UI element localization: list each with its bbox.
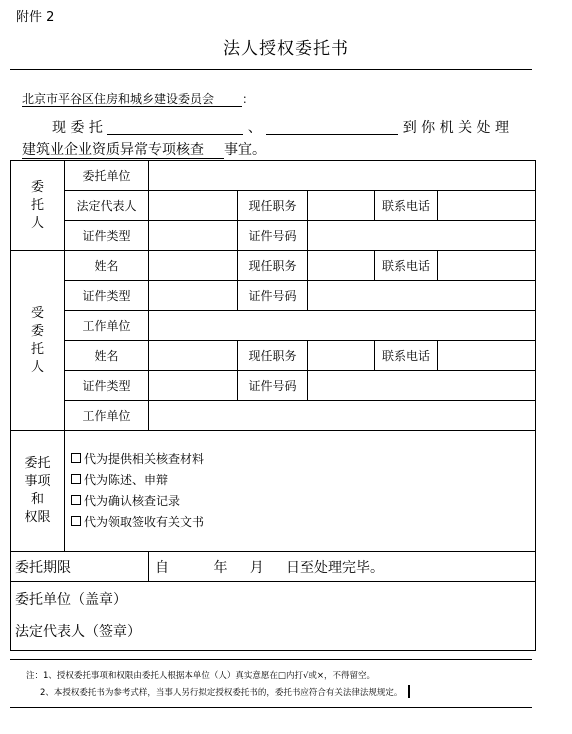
matter-line (22, 139, 266, 159)
agent2-phone-field[interactable] (438, 341, 536, 371)
agent2-id-type-field[interactable] (149, 371, 238, 401)
agent2-workplace-label: 工作单位 (65, 401, 149, 431)
addressee-colon: ： (242, 92, 255, 106)
permission-label: 代为提供相关核查材料 (84, 452, 205, 466)
agent-name-blank-1[interactable] (107, 120, 243, 135)
agent1-id-number-label: 证件号码 (238, 281, 308, 311)
principal-phone-label: 联系电话 (375, 191, 438, 221)
notes-top-divider (10, 659, 532, 660)
agent1-id-number-field[interactable] (308, 281, 536, 311)
commission-prefix: 现 委 托 (52, 120, 103, 136)
agent1-phone-field[interactable] (438, 251, 536, 281)
checkbox-icon[interactable] (71, 516, 81, 526)
rep-sign-label: 法定代表人（签章） (15, 624, 141, 640)
principal-id-type-field[interactable] (149, 221, 238, 251)
agent1-id-type-label: 证件类型 (65, 281, 149, 311)
note-1: 注：1、授权委托事项和权限由委托人根据本单位（人）真实意愿在□内打√或×，不得留空。 (26, 671, 375, 681)
agent1-position-field[interactable] (308, 251, 375, 281)
permissions-list (65, 431, 536, 552)
top-divider (10, 69, 532, 70)
principal-phone-field[interactable] (438, 191, 536, 221)
commission-suffix: 到 你 机 关 处 理 (402, 120, 509, 136)
principal-legal-rep-field[interactable] (149, 191, 238, 221)
permission-item[interactable] (71, 512, 535, 533)
permission-label: 代为陈述、申辩 (84, 473, 169, 487)
checkbox-icon[interactable] (71, 453, 81, 463)
permission-item[interactable] (71, 470, 535, 491)
authorization-table (10, 160, 536, 651)
principal-section-label: 委 托 人 (11, 161, 65, 251)
checkbox-icon[interactable] (71, 474, 81, 484)
matter-text: 建筑业企业资质异常专项核查 (22, 142, 224, 159)
principal-unit-label: 委托单位 (65, 161, 149, 191)
notes (26, 668, 410, 702)
principal-position-field[interactable] (308, 191, 375, 221)
agent2-id-number-field[interactable] (308, 371, 536, 401)
principal-id-type-label: 证件类型 (65, 221, 149, 251)
addressee-line (22, 90, 254, 107)
agent2-phone-label: 联系电话 (375, 341, 438, 371)
agent2-name-field[interactable] (149, 341, 238, 371)
permission-item[interactable] (71, 491, 535, 512)
agent1-workplace-field[interactable] (149, 311, 536, 341)
agent1-name-label: 姓名 (65, 251, 149, 281)
checkbox-icon[interactable] (71, 495, 81, 505)
note-2-text: 2、本授权委托书为参考式样，当事人另行拟定授权委托书的，委托书应符合有关法律法规规定。 (40, 688, 403, 698)
text-cursor-icon (408, 685, 410, 698)
bottom-divider (10, 707, 532, 708)
agent1-position-label: 现任职务 (238, 251, 308, 281)
unit-seal-label: 委托单位（盖章） (15, 592, 127, 608)
principal-legal-rep-label: 法定代表人 (65, 191, 149, 221)
agent2-position-field[interactable] (308, 341, 375, 371)
document-title: 法人授权委托书 (223, 39, 349, 59)
period-field[interactable]: 自 年 月 日至处理完毕。 (149, 552, 536, 582)
addressee-name: 北京市平谷区住房和城乡建设委员会 (22, 92, 242, 107)
principal-position-label: 现任职务 (238, 191, 308, 221)
agent1-workplace-label: 工作单位 (65, 311, 149, 341)
attachment-label: 附件 2 (16, 10, 55, 25)
principal-id-number-field[interactable] (308, 221, 536, 251)
agent-name-blank-2[interactable] (266, 120, 398, 135)
agent-section-label: 受 委 托 人 (11, 251, 65, 431)
permission-label: 代为确认核查记录 (84, 494, 181, 508)
agent2-id-number-label: 证件号码 (238, 371, 308, 401)
commission-line (52, 117, 509, 137)
signoff-cell (11, 582, 536, 651)
permission-label: 代为领取签收有关文书 (84, 515, 205, 529)
agent2-name-label: 姓名 (65, 341, 149, 371)
commission-separator: 、 (247, 120, 262, 136)
note-2 (26, 685, 410, 702)
agent2-position-label: 现任职务 (238, 341, 308, 371)
permissions-section-label: 委托 事项 和 权限 (11, 431, 65, 552)
agent2-workplace-field[interactable] (149, 401, 536, 431)
permission-item[interactable] (71, 449, 535, 470)
matter-suffix: 事宜。 (224, 142, 266, 158)
agent2-id-type-label: 证件类型 (65, 371, 149, 401)
principal-unit-field[interactable] (149, 161, 536, 191)
principal-id-number-label: 证件号码 (238, 221, 308, 251)
agent1-name-field[interactable] (149, 251, 238, 281)
agent1-phone-label: 联系电话 (375, 251, 438, 281)
agent1-id-type-field[interactable] (149, 281, 238, 311)
period-label: 委托期限 (11, 552, 149, 582)
